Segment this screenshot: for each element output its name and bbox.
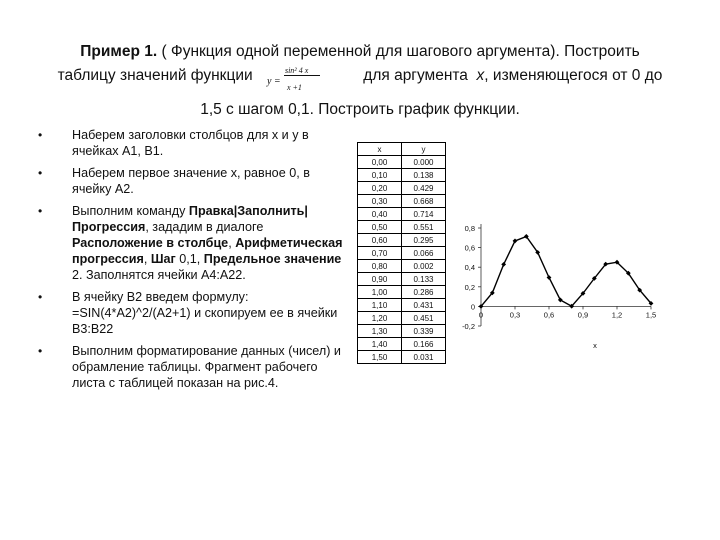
cell-y: 0.339 xyxy=(402,325,446,338)
list-item xyxy=(36,203,348,283)
heading-line-2-start: таблицу значений функции xyxy=(57,67,253,84)
cell-x: 0,00 xyxy=(358,156,402,169)
cell-y: 0.551 xyxy=(402,221,446,234)
cell-y: 0.295 xyxy=(402,234,446,247)
table-row xyxy=(358,182,446,195)
cell-x: 0,90 xyxy=(358,273,402,286)
data-point xyxy=(513,239,518,244)
heading-line-2-end: , изменяющегося от 0 до xyxy=(484,67,663,84)
bullet-icon: • xyxy=(38,344,43,358)
y-tick-label: 0,4 xyxy=(464,263,475,273)
bullet-icon: • xyxy=(38,290,43,304)
list-item-text-part: , xyxy=(228,236,236,250)
list-item-text-part: 0,1, xyxy=(175,252,204,266)
cell-y: 0.714 xyxy=(402,208,446,221)
cell-y: 0.166 xyxy=(402,338,446,351)
column-header-x: x xyxy=(358,143,402,156)
heading-line-2-mid: для аргумента xyxy=(363,67,468,84)
cell-y: 0.002 xyxy=(402,260,446,273)
cell-x: 0,80 xyxy=(358,260,402,273)
table-row xyxy=(358,286,446,299)
cell-x: 0,70 xyxy=(358,247,402,260)
column-header-y: y xyxy=(402,143,446,156)
list-item xyxy=(36,343,348,391)
menu-path: Правка|Заполнить|Прогрессия xyxy=(72,204,308,234)
cell-x: 1,50 xyxy=(358,351,402,364)
list-item-text-part: 2. Заполнятся ячейки А4:А22. xyxy=(72,268,246,282)
cell-y: 0.031 xyxy=(402,351,446,364)
cell-y: 0.668 xyxy=(402,195,446,208)
cell-x: 0,50 xyxy=(358,221,402,234)
list-item-text-part: , зададим в диалоге xyxy=(145,220,264,234)
table-row xyxy=(358,273,446,286)
cell-x: 1,30 xyxy=(358,325,402,338)
table-header-row xyxy=(358,143,446,156)
bullet-icon: • xyxy=(38,204,43,218)
data-point xyxy=(547,275,552,280)
data-point xyxy=(501,262,506,267)
heading-line-3: 1,5 с шагом 0,1. Построить график функции. xyxy=(200,101,520,118)
x-tick-label: 0 xyxy=(478,310,484,320)
cell-x: 1,40 xyxy=(358,338,402,351)
example-label: Пример 1. xyxy=(80,43,158,60)
table-row xyxy=(358,299,446,312)
dialog-option-location: Расположение в столбце xyxy=(72,236,229,250)
table-row xyxy=(358,338,446,351)
dialog-option-step: Шаг xyxy=(150,252,176,266)
list-item-text: Наберем заголовки столбцов для x и y в ячейках А1, В1. xyxy=(72,128,309,158)
x-tick-label: 0,3 xyxy=(509,310,521,320)
heading-line-1 xyxy=(30,40,690,64)
table-row xyxy=(358,169,446,182)
list-item-text-part: Выполним команду xyxy=(72,204,189,218)
formula-numerator: sin² 4 x xyxy=(284,65,309,75)
cell-x: 1,00 xyxy=(358,286,402,299)
table-row xyxy=(358,208,446,221)
cell-y: 0.451 xyxy=(402,312,446,325)
cell-x: 0,20 xyxy=(358,182,402,195)
table-row xyxy=(358,156,446,169)
bullet-icon: • xyxy=(38,166,43,180)
series-line xyxy=(481,236,651,306)
table-row xyxy=(358,195,446,208)
x-tick-label: 1,5 xyxy=(645,310,657,320)
cell-y: 0.286 xyxy=(402,286,446,299)
cell-x: 1,20 xyxy=(358,312,402,325)
task-heading xyxy=(30,40,690,122)
table-row xyxy=(358,325,446,338)
list-item-text: Наберем первое значение x, равное 0, в ячейку А2. xyxy=(72,166,310,196)
bullet-icon: • xyxy=(38,128,43,142)
x-axis-title: x xyxy=(593,341,597,350)
table-row xyxy=(358,234,446,247)
cell-y: 0.066 xyxy=(402,247,446,260)
cell-y: 0.429 xyxy=(402,182,446,195)
cell-x: 0,60 xyxy=(358,234,402,247)
y-tick-label: 0,6 xyxy=(464,243,475,253)
table-row xyxy=(358,260,446,273)
table-row xyxy=(358,312,446,325)
table-row xyxy=(358,351,446,364)
list-item-text: В ячейку В2 введем формулу: =SIN(4*A2)^2/(A2+1) и скопируем ее в ячейки В3:В22 xyxy=(72,290,338,336)
values-table xyxy=(357,142,446,364)
formula-denominator: x +1 xyxy=(286,82,302,92)
table-row xyxy=(358,247,446,260)
cell-x: 0,30 xyxy=(358,195,402,208)
cell-x: 0,40 xyxy=(358,208,402,221)
list-item xyxy=(36,289,348,337)
y-tick-label: 0,8 xyxy=(464,224,475,233)
dialog-option-limit: Предельное значение xyxy=(203,252,342,266)
cell-y: 0.138 xyxy=(402,169,446,182)
function-chart xyxy=(448,206,668,356)
cell-x: 0,10 xyxy=(358,169,402,182)
list-item-text: Выполним форматирование данных (чисел) и обрамление таблицы. Фрагмент рабочего листа с таблицей показан на рис.4. xyxy=(72,344,341,390)
cell-x: 1,10 xyxy=(358,299,402,312)
x-tick-label: 0,6 xyxy=(543,310,555,320)
x-tick-label: 0,9 xyxy=(577,310,589,320)
y-tick-label: -0,2 xyxy=(462,322,475,331)
x-tick-label: 1,2 xyxy=(611,310,623,320)
heading-line-1-text: ( Функция одной переменной для шагового аргумента). Построить xyxy=(157,43,640,60)
cell-y: 0.000 xyxy=(402,156,446,169)
y-tick-label: 0 xyxy=(470,302,475,312)
instruction-list xyxy=(36,127,348,397)
list-item xyxy=(36,165,348,197)
argument-variable: x xyxy=(476,67,485,84)
formula-lhs: y = xyxy=(266,75,281,87)
function-formula xyxy=(265,65,343,92)
heading-line-2 xyxy=(30,64,690,92)
list-item xyxy=(36,127,348,159)
dialog-option-type: Арифметическая прогрессия xyxy=(72,236,343,266)
cell-y: 0.133 xyxy=(402,273,446,286)
y-tick-label: 0,2 xyxy=(464,282,475,292)
cell-y: 0.431 xyxy=(402,299,446,312)
table-row xyxy=(358,221,446,234)
list-item-text-part: , xyxy=(143,252,151,266)
